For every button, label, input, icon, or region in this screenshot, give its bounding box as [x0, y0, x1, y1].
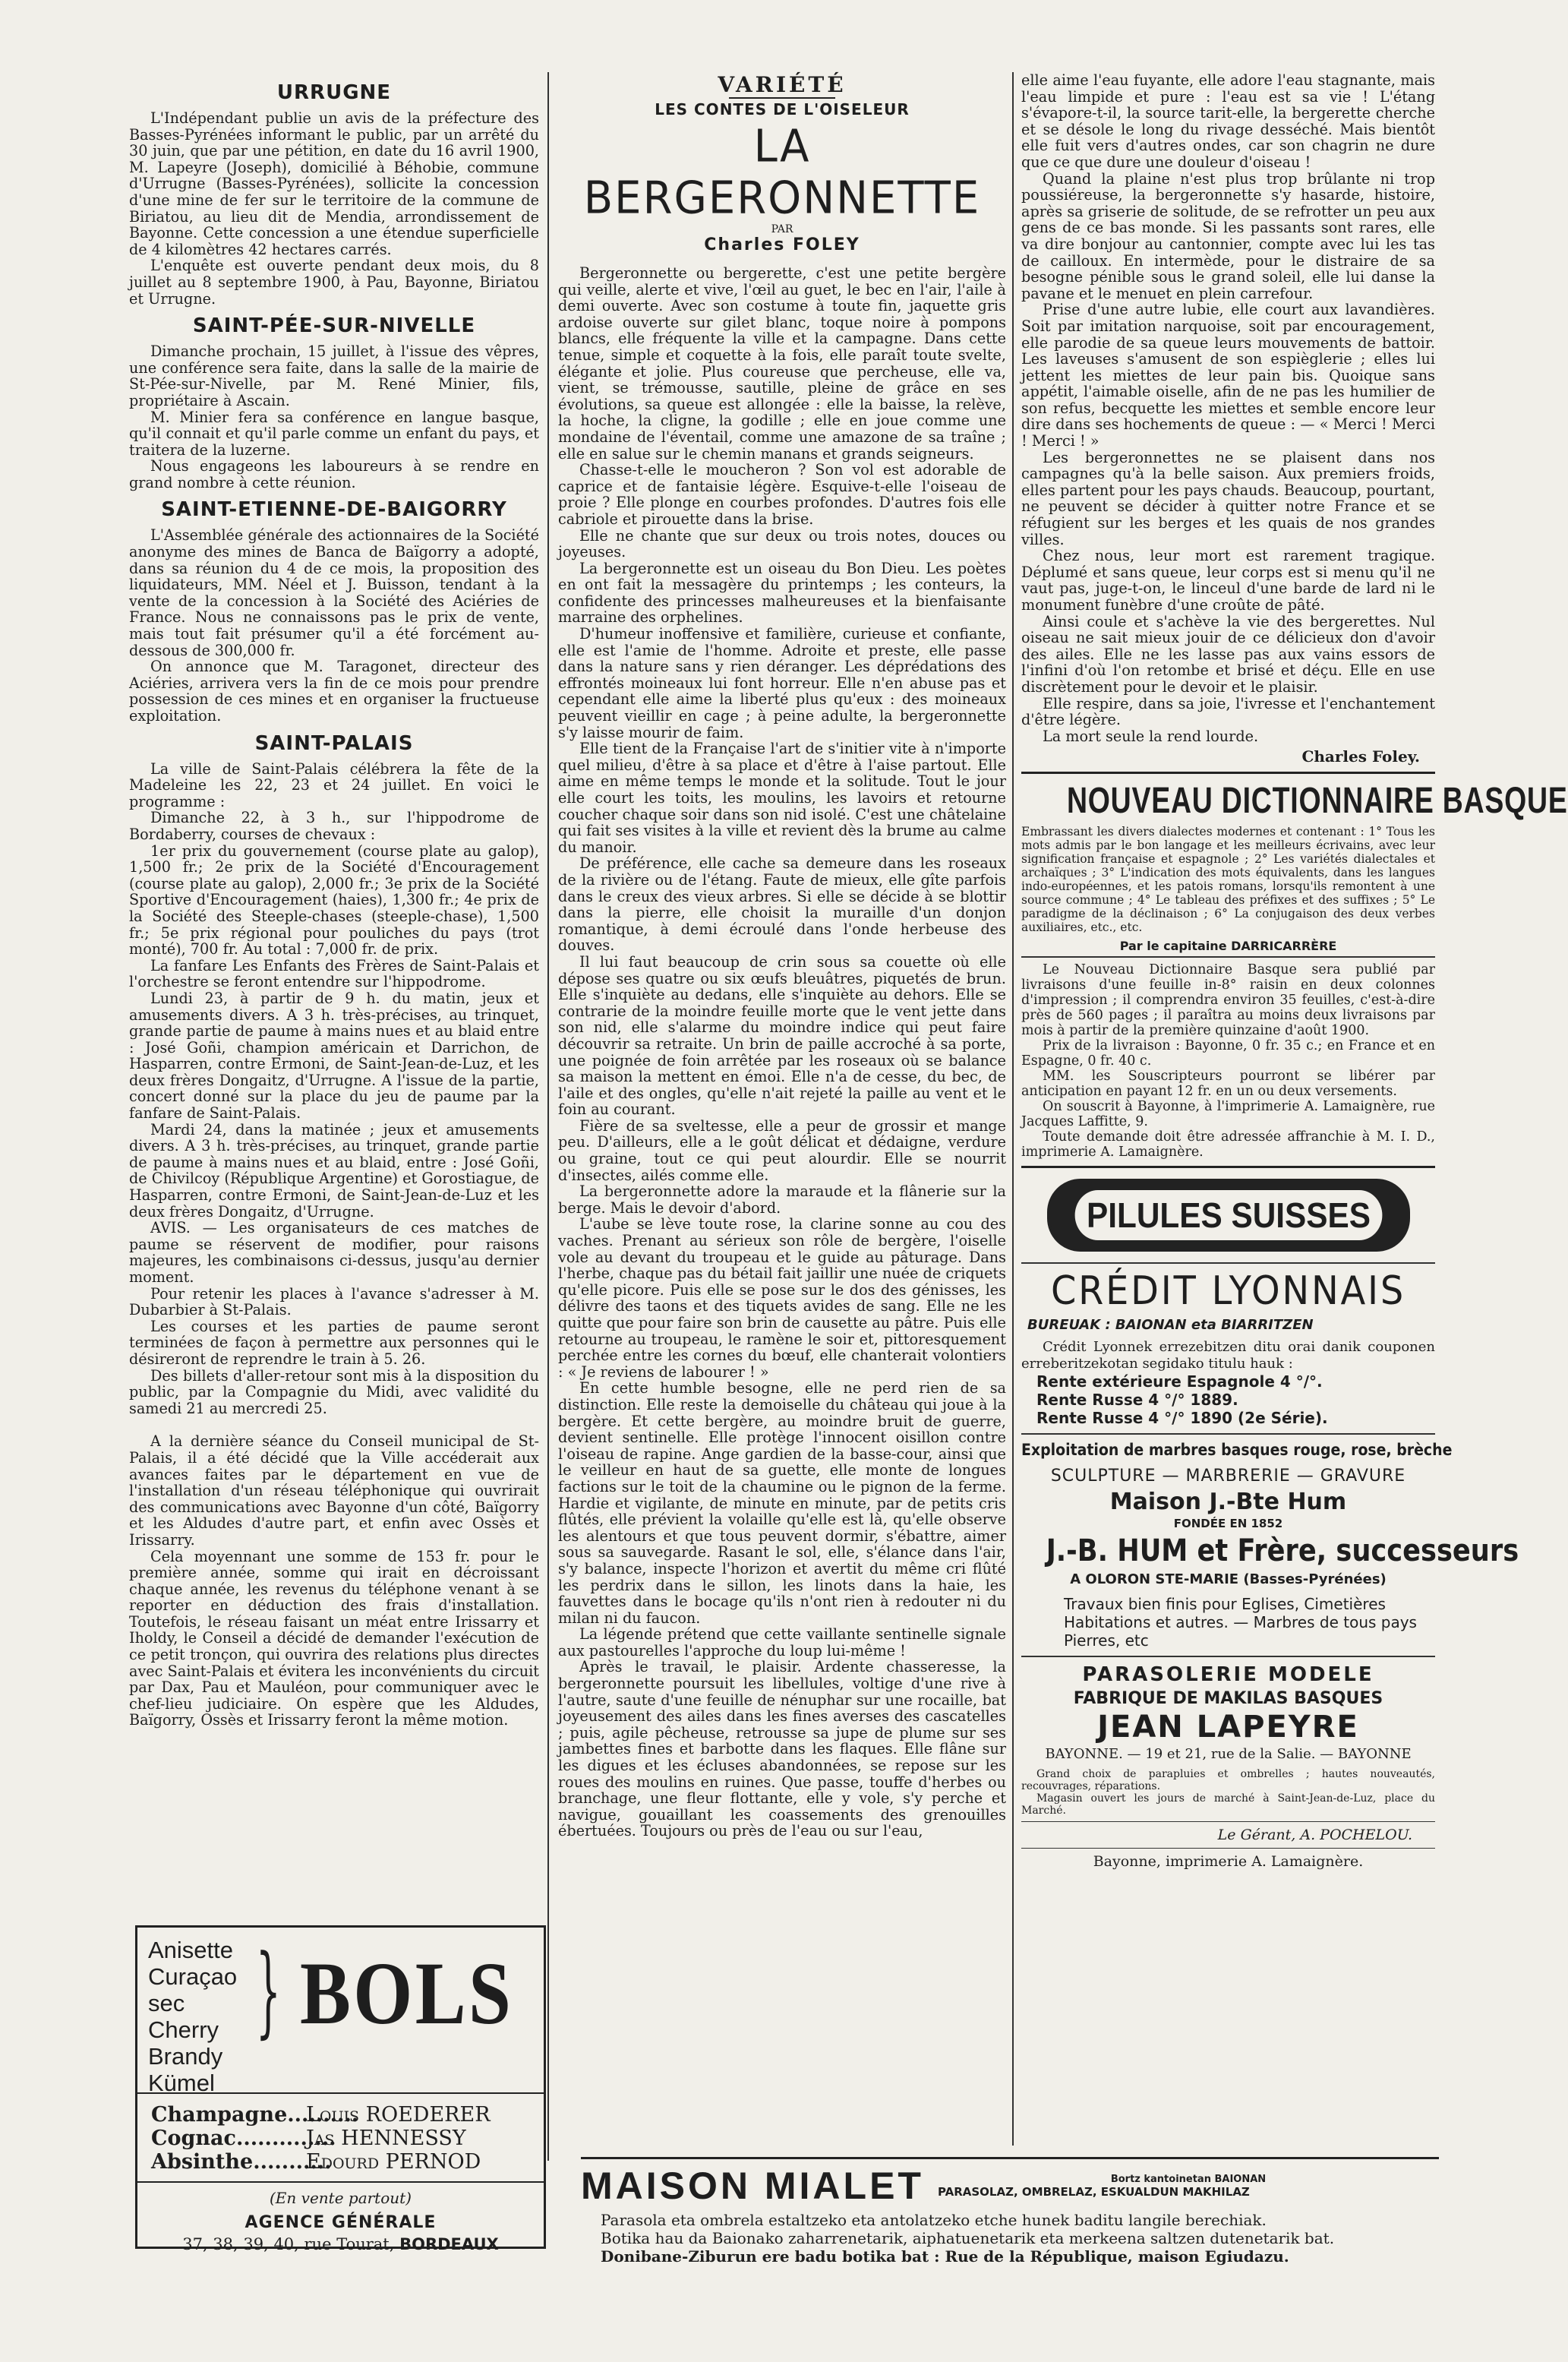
divider — [1021, 1166, 1435, 1168]
mialet-line: Parasola eta ombrela estaltzeko eta antolatzeko etche hunek baditu langile berechiak. — [601, 2211, 1267, 2229]
paragraph: Les courses et les parties de paume seront terminées de façon à permettre aux personnes qui le désireront de reprendre le train à 5. 26. — [129, 1317, 539, 1368]
paragraph: Mardi 24, dans la matinée ; jeux et amusements divers. A 3 h. très-précises, au trinquet, grande partie de paume à mains nues et au blaid, entre : José Goñi, de Chivilcoy (République Argentine) et Gorostiague, de Hasparren, contre Ermoni, de Saint-Jean-de-Luz et les deux frères Dongaitz, d'Urrugne. — [129, 1120, 539, 1220]
paragraph: Elle respire, dans sa joie, l'ivresse et l'enchantement d'être légère. — [1021, 694, 1435, 729]
paragraph: Fière de sa sveltesse, elle a peur de grossir et mange peu. D'ailleurs, elle a le goût délicat et dédaigne, verdure ou graine, tout ce qui peut alourdir. Elle se nourrit d'insectes, ailés comme elle. — [558, 1116, 1006, 1184]
rente-item: Rente Russe 4 °/° 1890 (2e Série). — [1036, 1408, 1328, 1427]
paragraph: Lundi 23, à partir de 9 h. du matin, jeux et amusements divers. A 3 h. très-précises, au trinquet, grande partie de paume à mains nues et au blaid entre : José Goñi, champion américain et Darrichon, de Hasparren, contre Ermoni, de Saint-Jean-de-Luz, et les deux frères Dongaitz, d'Urrugne. A l'issue de la partie, concert donné sur la place du jeu de paume par la fanfare de Saint-Palais. — [129, 989, 539, 1123]
paragraph: On souscrit à Bayonne, à l'imprimerie A. Lamaignère, rue Jacques Laffitte, 9. — [1021, 1099, 1435, 1130]
marbre-maison: Maison J.-Bte Hum — [1109, 1488, 1347, 1515]
paragraph: Des billets d'aller-retour sont mis à la disposition du public, par la Compagnie du Midi, avec validité du samedi 21 au mercredi 25. — [129, 1366, 539, 1417]
gerant: Le Gérant, A. POCHELOU. — [1217, 1826, 1412, 1843]
paragraph: MM. les Souscripteurs pourront se libérer par anticipation en payant 12 fr. en un ou deux versements. — [1021, 1069, 1435, 1100]
bols-row: Cognac.............. Jas HENNESSY — [151, 2127, 466, 2150]
bols-brand: BOLS — [299, 1944, 514, 2043]
paragraph: Le Nouveau Dictionnaire Basque sera publié par livraisons d'une feuille in-8° raisin en deux colonnes d'impression ; il comprendra environ 35 feuilles, c'est-à-dire près de 560 pages ; il paraîtra au moins deux livraisons par mois à partir de la première quinzaine d'août 1900. — [1021, 962, 1435, 1039]
paragraph: Prise d'une autre lubie, elle court aux lavandières. Soit par imitation narquoise, soit par encouragement, elle parodie de sa queue leurs mouvements de battoir. Les laveuses s'amusent de son espièglerie ; elles lui jettent les miettes de leur pain bis. Quoique sans appétit, l'aimable oiselle, afin de ne pas les humilier de son refus, becquette les miettes et semble encore leur dire dans ses hochements de queue : — « Merci ! Merci ! Merci ! » — [1021, 301, 1435, 450]
pilules-label: PILULES SUISSES — [1074, 1190, 1382, 1240]
story-author: Charles FOLEY — [704, 235, 860, 254]
paragraph: Pour retenir les places à l'avance s'adresser à M. Dubarbier à St-Palais. — [129, 1284, 539, 1319]
paragraph: La bergeronnette est un oiseau du Bon Dieu. Les poètes en ont fait la messagère du printemps ; les conteurs, la confidente des princesses malheureuses et la bienfaisante marraine des orphelines. — [558, 559, 1006, 627]
section-title-baigorry: SAINT-ETIENNE-DE-BAIGORRY — [161, 498, 507, 522]
story-title: LA BERGERONNETTE — [583, 120, 981, 225]
paragraph: Dimanche 22, à 3 h., sur l'hippodrome de Bordaberry, courses de chevaux : — [129, 809, 539, 843]
marbre-fondee: FONDÉE EN 1852 — [1173, 1516, 1283, 1530]
mialet-line: Botika hau da Baionako zaharrenetarik, aiphatuenetarik eta merkeena saltzen dutenetarik bat. — [601, 2229, 1335, 2247]
mialet-side-1: Bortz kantoinetan BAIONAN — [1110, 2173, 1267, 2185]
paragraph: La fanfare Les Enfants des Frères de Saint-Palais et l'orchestre se feront entendre sur l'hippodrome. — [129, 956, 539, 991]
parasolerie-fabrique: FABRIQUE DE MAKILAS BASQUES — [1073, 1688, 1383, 1708]
column-rule-1 — [547, 72, 549, 2161]
brace: } — [256, 1933, 282, 2048]
left-column — [129, 72, 539, 1729]
section-title-saint-palais: SAINT-PALAIS — [254, 731, 414, 755]
marbre-oloron: A OLORON STE-MARIE (Basses-Pyrénées) — [1070, 1571, 1387, 1587]
paragraph: La ville de Saint-Palais célébrera la fête de la Madeleine les 22, 23 et 24 juillet. En voici le programme : — [129, 759, 539, 810]
paragraph: AVIS. — Les organisateurs de ces matches de paume se réservent de modifier, pour raisons majeures, les combinaisons ci-dessus, jusqu'au dernier moment. — [129, 1219, 539, 1286]
parasolerie-name: JEAN LAPEYRE — [1097, 1709, 1359, 1745]
story-signature: Charles Foley. — [1301, 747, 1420, 766]
paragraph: Ainsi coule et s'achève la vie des bergerettes. Nul oiseau ne sait mieux jouir de ce délicieux don d'avoir des ailes. Elle ne les lasse pas aux vains essors de l'infini d'où l'on retombe et brisé et déçu. Elle en use discrètement pour le devoir et le plaisir. — [1021, 612, 1435, 696]
contes-heading: LES CONTES DE L'OISELEUR — [655, 100, 910, 118]
marbre-title: Exploitation de marbres basques rouge, rose, brèche — [1021, 1440, 1453, 1459]
pilules-suisses-ad — [1047, 1179, 1410, 1252]
paragraph: L'aube se lève toute rose, la clarine sonne au cou des vaches. Prenant au sérieux son rôle de bergère, l'oiselle vole au devant du troupeau et le guide au pâturage. Dans l'herbe, chaque pas du bétail fait jaillir une nuée de criquets qu'elle picore. Puis elle se pose sur le dos des génisses, les délivre des taons et des tiquets avides de sang. Elle ne les quitte que pour faire son brin de causette au pâtre. Puis elle retourne au troupeau, le ramène le soir et, pittoresquement perchée entre les cornes du bœuf, elle chanterait volontiers : « Je reviens de labourer ! » — [558, 1215, 1006, 1381]
en-vente: (En vente partout) — [270, 2189, 412, 2207]
middle-column — [558, 72, 1006, 1839]
paragraph: Bergeronnette ou bergerette, c'est une petite bergère qui veille, alerte et vive, l'œil au guet, le bec en l'air, l'aile à demi ouverte. Avec son costume à toute fin, jaquette gris ardoise ouverte sur gilet blanc, toque noire à pompons blancs, elle fréquente la ville et la campagne. Dans cette tenue, simple et coquette à la fois, elle paraît toute svelte, élégante et jolie. Plus coureuse que percheuse, elle va, vient, se trémousse, sautille, pleine de grâce en ses évolutions, sa queue est allongée : elle la baisse, la relève, la hoche, la cligne, la godille ; elle en joue comme une mondaine de l'éventail, comme une amazone de sa traîne ; elle en salue sur le chemin manans et grands seigneurs. — [558, 264, 1006, 463]
paragraph: 1er prix du gouvernement (course plate au galop), 1,500 fr.; 2e prix de la Société d'Encouragement (course plate au galop), 2,000 fr.; 3e prix de la Société Sportive d'Encouragement (haies), 1,300 fr.; 4e prix de la Société des Steeple-chases (steeple-chase), 1,500 fr.; 5e prix régional pour pouliches du pays (trot monté), 700 fr. Au total : 7,000 fr. de prix. — [129, 842, 539, 958]
paragraph: On annonce que M. Taragonet, directeur des Aciéries, arrivera vers la fin de ce mois pour prendre possession de ces mines et en organiser la fructueuse exploitation. — [129, 658, 539, 725]
bols-row: Absinthe........... Edourd PERNOD — [151, 2150, 481, 2174]
paragraph: En cette humble besogne, elle ne perd rien de sa distinction. Elle reste la demoiselle du château qui joue à la bergère. Et cette bergère, au moindre bruit de guerre, devient sentinelle. Elle protège l'innocent oisillon contre l'oiseau de rapine. Ange gardien de la basse-cour, ainsi que le veilleur en haut de sa guette, elle monte de longues factions sur le toit de la chaumine ou le pignon de la ferme. Hardie et vigilante, de minute en minute, par de petits cris flûtés, elle prévient la volaille qu'elle est là, qu'elle observe les alentours et que tous peuvent dormir, s'ébattre, aimer sous sa sauvegarde. Rasant le sol, elle, s'élance dans l'air, s'y balance, inspecte l'horizon et avertit du même cri flûté les perdrix dans le sillon, les linots dans la haie, les fauvettes dans le bocage qu'ils n'ont rien à redouter ni du milan ni du faucon. — [558, 1379, 1006, 1627]
paragraph: Dimanche prochain, 15 juillet, à l'issue des vêpres, une conférence sera faite, dans la salle de la mairie de St-Pée-sur-Nivelle, par M. René Minier, fils, propriétaire à Ascain. — [129, 343, 539, 409]
liqueur-item: Cherry Brandy — [148, 2016, 223, 2070]
paragraph: Elle ne chante que sur deux ou trois notes, douces ou joyeuses. — [558, 526, 1006, 561]
credit-text: Crédit Lyonnek errezebitzen ditu orai danik couponen erreberitzekotan segidako titulu hauk : — [1021, 1339, 1435, 1372]
paragraph: L'Indépendant publie un avis de la préfecture des Basses-Pyrénées informant le public, par un arrêté du 30 juin, que par une pétition, en date du 16 avril 1900, M. Lapeyre (Joseph), domicilié à Béhobie, commune d'Urrugne (Basses-Pyrénées), sollicite la concession d'une mine de fer sur le territoire de la commune de Biriatou, au lieu dit de Mendia, arrondissement de Bayonne. Cette concession a une étendue superficielle de 4 kilomètres 42 hectares carrés. — [129, 109, 539, 258]
varietes-heading: VARIÉTÉ — [718, 72, 847, 97]
parasolerie-title: PARASOLERIE MODELE — [1082, 1663, 1374, 1686]
paragraph: La bergeronnette adore la maraude et la flânerie sur la berge. Mais le devoir d'abord. — [558, 1183, 1006, 1217]
rente-item: Rente Russe 4 °/° 1889. — [1036, 1390, 1238, 1409]
liqueur-item: Anisette — [148, 1937, 234, 1963]
parasolerie-address: BAYONNE. — 19 et 21, rue de la Salie. — BAYONNE — [1045, 1745, 1412, 1762]
parasolerie-text: Grand choix de parapluies et ombrelles ; hautes nouveautés, recouvrages, réparations. — [1021, 1767, 1435, 1792]
maison-mialet-ad — [581, 2157, 1439, 2266]
paragraph: Chasse-t-elle le moucheron ? Son vol est adorable de caprice et de fantaisie légère. Esquive-t-elle l'oiseau de proie ? Elle plonge en courbes profondes. D'autres fois elle cabriole et pirouette dans la brise. — [558, 461, 1006, 528]
liqueur-item: Curaçao sec — [148, 1963, 238, 2016]
paragraph: De préférence, elle cache sa demeure dans les roseaux de la rivière ou de l'étang. Faute de mieux, elle gîte parfois dans le creux des vieux arbres. Si elle se décide à se blottir dans la pierre, elle choisit la muraille d'un donjon romantique, à demi écroulé dans l'onde herbeuse des douves. — [558, 854, 1006, 955]
paragraph: Après le travail, le plaisir. Ardente chasseresse, la bergeronnette poursuit les libellules, voltige d'une rive à l'autre, saute d'une feuille de nénuphar sur une rocaille, bat joyeusement des ailes dans les fines averses des cascatelles ; puis, agile pêcheuse, retrousse sa jupe de plume sur ses jambettes fines et barbotte dans les flaques. Elle flâne sur les digues et les écluses abandonnées, se repose sur les roues des moulins en ruines. Que passe, touffe d'herbes ou branchage, une fleur flottante, elle y vole, s'y perche et navigue, gouaillant les coassements des grenouilles ébertuées. Toujours ou près de l'eau ou sur l'eau, — [558, 1658, 1006, 1840]
paragraph: Nous engageons les laboureurs à se rendre en grand nombre à cette réunion. — [129, 457, 539, 491]
divider — [1021, 772, 1435, 774]
paragraph: Cela moyennant une somme de 153 fr. pour le première année, somme qui irait en décroissant chaque année, les revenus du téléphone venant à se reporter en déduction des frais d'installation. Toutefois, le réseau faisant un méat entre Irissarry et Iholdy, le Conseil a décidé de demander l'exécution de ce petit tronçon, qui ouvrira des relations plus directes avec Saint-Palais et évitera les inconvénients du circuit par Dax, Pau et Mauléon, pour communiquer avec le chef-lieu judiciaire. On espère que les Aldudes, Baïgorry, Ossès et Irissarry feront la même motion. — [129, 1547, 539, 1729]
mialet-side-2: PARASOLAZ, OMBRELAZ, ESKUALDUN MAKHILAZ — [937, 2184, 1250, 2199]
section-title-saint-pee: SAINT-PÉE-SUR-NIVELLE — [192, 314, 476, 338]
liqueur-item: Kümel — [148, 2070, 215, 2096]
column-rule-2 — [1012, 72, 1014, 2146]
bols-advertisement — [135, 1925, 546, 2253]
section-title-urrugne: URRUGNE — [276, 81, 392, 104]
bols-row: Champagne.......... Louis ROEDERER — [151, 2103, 491, 2127]
paragraph: La légende prétend que cette vaillante sentinelle signale aux pastourelles l'approche du loup lui-même ! — [558, 1625, 1006, 1659]
marbre-hum: J.-B. HUM et Frère, successeurs — [1046, 1533, 1519, 1568]
agence-generale: AGENCE GÉNÉRALE — [245, 2213, 437, 2232]
paragraph: Chez nous, leur mort est rarement tragique. Déplumé et sans queue, leur corps est si menu qu'il ne vaut pas, juge-t-on, le linceul d'une barde de lard ni le monument funèbre d'une croûte de pâté. — [1021, 547, 1435, 614]
paragraph: Il lui faut beaucoup de crin sous sa couette où elle dépose ses quatre ou six œufs bleuâtres, piquetés de brun. Elle s'inquiète au dedans, elle s'inquiète au dehors. Elle se contrarie de la moindre feuille morte que le vent jette dans son nid, elle s'alarme du moindre indice qui peut faire découvrir sa retraite. Un brin de paille accroché à sa porte, une poignée de foin arrêtée par les roseaux où se balance sa maison la mettent en émoi. Elle n'a de cesse, du bec, de l'aile et des ongles, qu'elle n'ait rejeté la paille au vent et le foin au courant. — [558, 952, 1006, 1119]
dictionary-ad-title: NOUVEAU DICTIONNAIRE BASQUE — [1066, 781, 1568, 822]
paragraph: D'humeur inoffensive et familière, curieuse et confiante, elle est l'amie de l'homme. Adroite et preste, elle passe dans la nature sans y rien déranger. Les déprédations des effrontés moineaux lui font horreur. Elle n'en abuse pas et cependant elle aime la liberté plus qu'eux : des moineaux peuvent vieillir en cage ; à peine adulte, la bergeronnette s'y laisse mourir de faim. — [558, 625, 1006, 741]
liqueur-list — [148, 1937, 238, 2096]
paragraph: L'enquête est ouverte pendant deux mois, du 8 juillet au 8 septembre 1900, à Pau, Bayonne, Biriatou et Urrugne. — [129, 257, 539, 308]
parasolerie-text: Magasin ouvert les jours de marché à Saint-Jean-de-Luz, place du Marché. — [1021, 1792, 1435, 1817]
mialet-title: MAISON MIALET — [581, 2165, 924, 2207]
marbre-sub: SCULPTURE — MARBRERIE — GRAVURE — [1050, 1466, 1406, 1486]
marbre-text: Travaux bien finis pour Eglises, Cimetières Habitations et autres. — Marbres de tous pays Pierres, etc — [1064, 1594, 1417, 1650]
paragraph: Quand la plaine n'est plus trop brûlante ni trop poussiéreuse, la bergeronnette s'y hasarde, histoire, après sa griserie de solitude, de se refrotter un peu aux gens de ce bas monde. Si les passants sont rares, elle va dire bonjour au cantonnier, compte avec lui les tas de cailloux. En intermède, pour le distraire de sa besogne pénible sous le grand soleil, elle lui danse la pavane et le menuet en plein carrefour. — [1021, 169, 1435, 302]
paragraph: Elle tient de la Française l'art de s'initier vite à n'importe quel milieu, d'être à sa place et d'être à l'aise partout. Elle aime en même temps le monde et la solitude. Tout le jour elle court les toits, les moulins, les lavoirs et retourne coucher chaque soir dans son nid isolé. C'est une châtelaine qui fait ses visites à la ville et revient dès la brume au calme du manoir. — [558, 740, 1006, 856]
agence-address: 37, 38, 39, 40, rue Tourat, BORDEAUX — [182, 2235, 499, 2253]
paragraph: M. Minier fera sa conférence en langue basque, qu'il connait et qu'il parle comme un enfant du pays, et traitera de la luzerne. — [129, 408, 539, 459]
paragraph: elle aime l'eau fuyante, elle adore l'eau stagnante, mais l'eau limpide et pure : l'eau est sa vie ! L'étang s'évapore-t-il, la source tarit-elle, la bergerette cherche et se désole le long du rivage desséché. Mais bientôt elle fuit vers d'autres ondes, car son chagrin ne dure que ce que dure une douleur d'oiseau ! — [1021, 71, 1435, 171]
paragraph: L'Assemblée générale des actionnaires de la Société anonyme des mines de Banca de Baïgorry a adopté, dans sa réunion du 4 de ce mois, la proposition des liquidateurs, MM. Néel et J. Buisson, tendant à la vente de la concession à la Société des Aciéries de France. Nous ne connaissons pas le prix de vente, mais tout fait présumer qu'il a été forcément au-dessous de 300,000 fr. — [129, 526, 539, 659]
paragraph: Les bergeronnettes ne se plaisent dans nos campagnes qu'à la belle saison. Aux premiers froids, elles partent pour les pays chauds. Beaucoup, pourtant, ne peuvent se décider à quitter notre France et se réfugient sur les berges et les quais de nos grandes villes. — [1021, 448, 1435, 548]
right-column — [1021, 71, 1568, 1870]
dictionary-description: Embrassant les divers dialectes modernes et contenant : 1° Tous les mots admis par le bon langage et les meilleurs écrivains, avec leur signification française et espagnole ; 2° Les variétés dialectales et archaïques ; 3° L'indication des mots équivalents, dans les langues indo-européennes, et les patois romans, lorsqu'ils remontent à une source commune ; 4° Le tableau des préfixes et des suffixes ; 5° Le paradigme de la déclinaison ; 6° La conjugaison des deux verbes auxiliaires, etc., etc. — [1021, 825, 1435, 935]
paragraph: Toute demande doit être adressée affranchie à M. I. D., imprimerie A. Lamaignère. — [1021, 1129, 1435, 1160]
par-label: PAR — [771, 223, 793, 235]
paragraph: Prix de la livraison : Bayonne, 0 fr. 35 c.; en France et en Espagne, 0 fr. 40 c. — [1021, 1038, 1435, 1069]
imprimerie: Bayonne, imprimerie A. Lamaignère. — [1093, 1852, 1364, 1870]
rente-item: Rente extérieure Espagnole 4 °/°. — [1036, 1372, 1323, 1391]
mialet-line: Donibane-Ziburun ere badu botika bat : Rue de la République, maison Egiudazu. — [601, 2247, 1289, 2266]
credit-lyonnais-title: CRÉDIT LYONNAIS — [1051, 1268, 1406, 1315]
dictionary-author: Par le capitaine DARRICARRÈRE — [1119, 939, 1337, 954]
paragraph: A la dernière séance du Conseil municipal de St-Palais, il a été décidé que la Ville accéderait aux avances faites par le département en vue de l'installation d'un réseau téléphonique qui ouvrirait des communications avec Bayonne d'un côté, Baïgorry et les Aldudes d'autre part, et enfin avec Ossès et Irissarry. — [129, 1432, 539, 1549]
credit-bureau: BUREUAK : BAIONAN eta BIARRITZEN — [1027, 1317, 1314, 1334]
paragraph: La mort seule la rend lourde. — [1043, 727, 1259, 745]
